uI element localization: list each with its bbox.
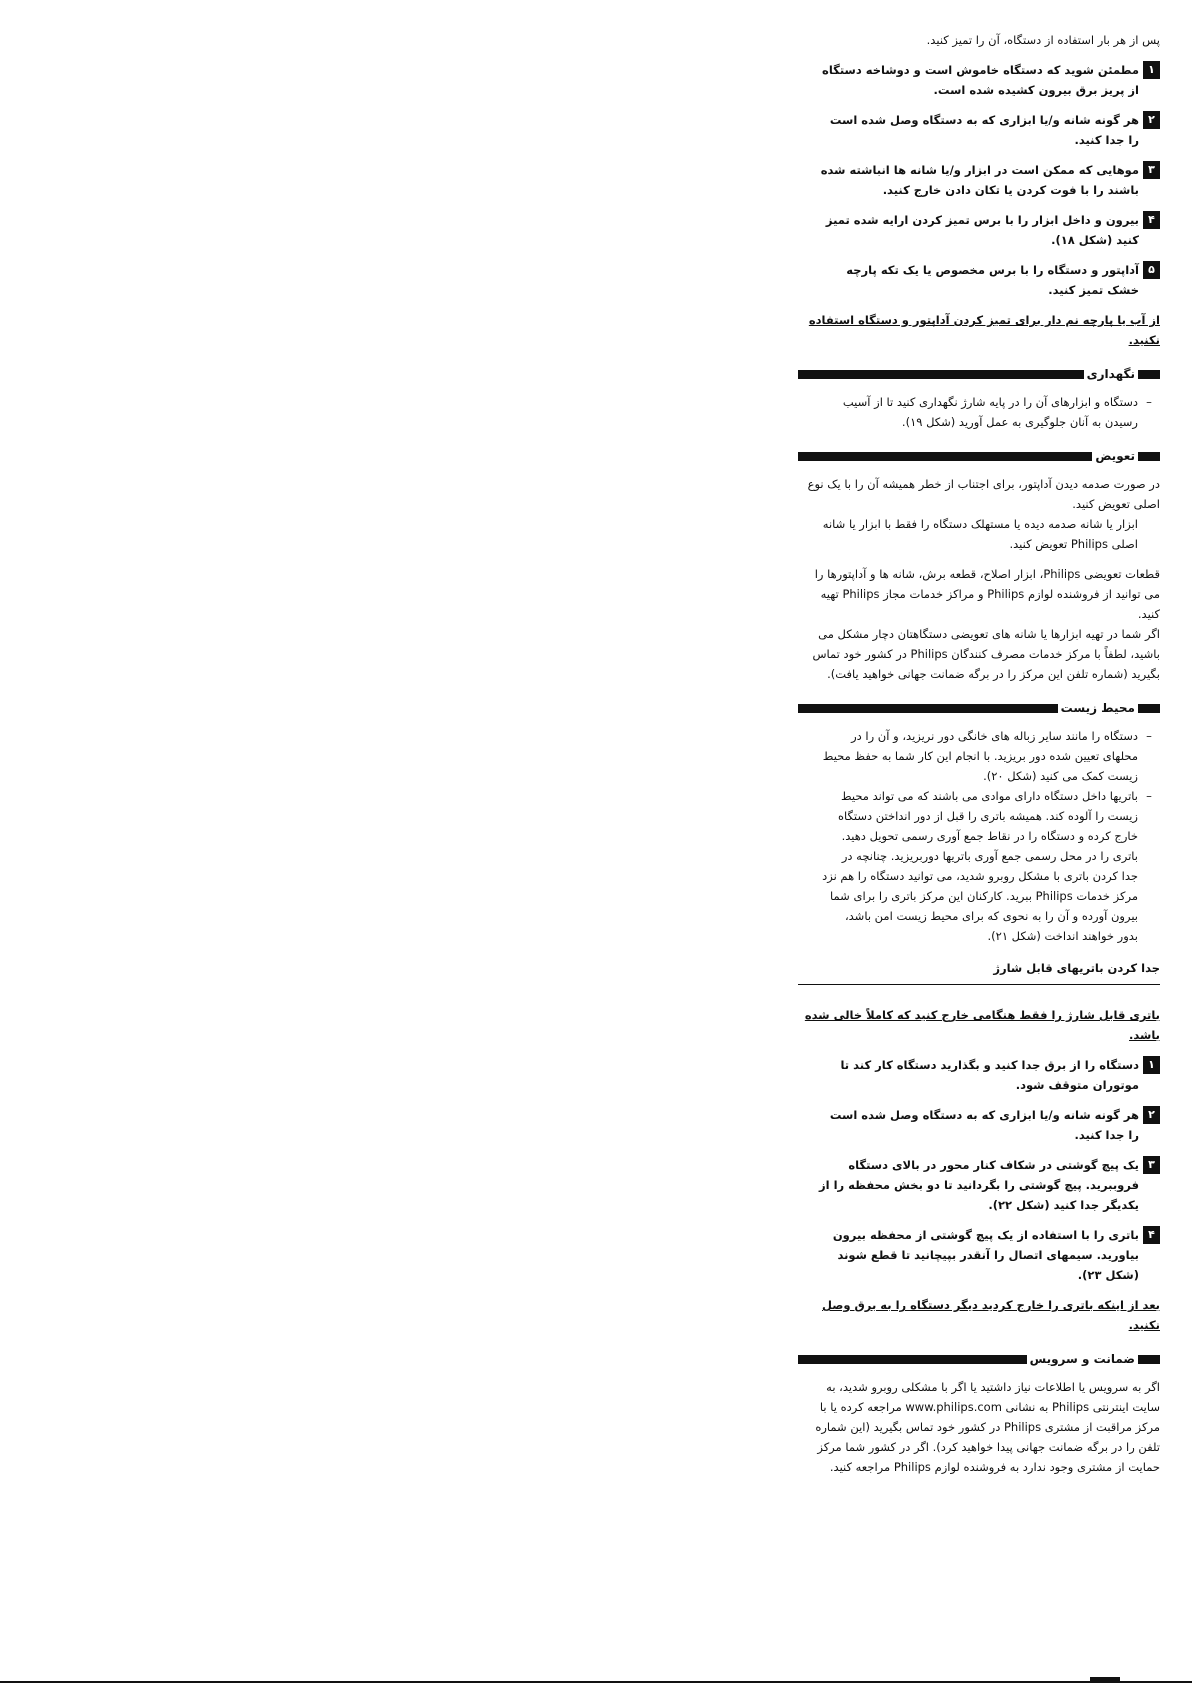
page-bottom-rule [0, 1681, 1192, 1683]
section-title: ضمانت و سرویس [1029, 1352, 1135, 1366]
dash-bullet: – [1146, 789, 1152, 803]
section-marker [1138, 370, 1160, 379]
cleaning-step [798, 260, 1160, 300]
section-title: محیط زیست [1060, 701, 1135, 715]
step-text: هر گونه شانه و/یا ابزاری که به دستگاه وصل شده است را جدا کنید. [829, 113, 1139, 147]
step-text: بیرون و داخل ابزار را با برس تمیز کردن ارایه شده تمیز کنید (شکل ۱۸). [825, 213, 1139, 247]
intro-text: پس از هر بار استفاده از دستگاه، آن را تمیز کنید. [926, 33, 1160, 47]
dash-bullet: – [1146, 395, 1152, 409]
cleaning-step [798, 210, 1160, 250]
step-number-badge: ۱ [1143, 61, 1160, 79]
battery-step [798, 1105, 1160, 1145]
bullet-text: باتریها داخل دستگاه دارای موادی می باشند که می تواند محیط زیست را آلوده کند. همیشه باتری را قبل از دور انداختن دستگاه خارج کرده و دستگاه را در نقاط جمع آوری رسمی تحویل دهید. باتری را در محل رسمی جمع آوری باتریها دوربریزید. چنانچه در جدا کردن باتری با مشکل روبرو شدید، می توانید دستگاه را هم نزد مرکز خدمات Philips ببرید. کارکنان این مرکز باتری را برای شما بیرون آورده و آن را به نحوی که برای محیط زیست امن باشد، بدور خواهند انداخت (شکل ۲۱). [822, 789, 1138, 943]
replacement-paragraph: در صورت صدمه دیدن آداپتور، برای اجتناب از خطر همیشه آن را با یک نوع اصلی تعویض کنید. [807, 477, 1160, 511]
section-header-guarantee [798, 1349, 1160, 1369]
step-text: هر گونه شانه و/یا ابزاری که به دستگاه وصل شده است را جدا کنید. [829, 1108, 1139, 1142]
step-text: مطمئن شوید که دستگاه خاموش است و دوشاخه دستگاه از پریز برق بیرون کشیده شده است. [822, 63, 1139, 97]
cleaning-steps [798, 60, 1160, 300]
step-number-badge: ۳ [1143, 161, 1160, 179]
battery-step [798, 1225, 1160, 1285]
list-item [798, 726, 1160, 786]
section-marker [1138, 704, 1160, 713]
step-text: دستگاه را از برق جدا کنید و بگذارید دستگاه کار کند تا موتوران متوقف شود. [840, 1058, 1139, 1092]
step-number-badge: ۵ [1143, 261, 1160, 279]
section-marker [1138, 1355, 1160, 1364]
section-header-replacement [798, 446, 1160, 466]
cleaning-step [798, 160, 1160, 200]
battery-warning: باتری قابل شارژ را فقط هنگامی خارج کنید که کاملاً خالی شده باشد. [804, 1008, 1160, 1042]
list-item [798, 392, 1160, 432]
cleaning-step [798, 110, 1160, 150]
dash-bullet: – [1146, 729, 1152, 743]
list-item [798, 786, 1160, 946]
battery-final-warning: بعد از اینکه باتری را خارج کردید دیگر دستگاه را به برق وصل نکنید. [822, 1298, 1160, 1332]
step-text: یک پیچ گوشتی در شکاف کنار محور در بالای دستگاه فروببرید. پیچ گوشتی را بگردانید تا دو بخش محفظه را از یکدیگر جدا کنید (شکل ۲۲). [819, 1158, 1139, 1212]
section-rule [798, 704, 1058, 713]
step-text: موهایی که ممکن است در ابزار و/یا شانه ها انباشته شده باشند را با فوت کردن یا تکان دادن خارج کنید. [820, 163, 1139, 197]
step-text: باتری را با استفاده از یک پیچ گوشتی از محفظه بیرون بیاورید. سیمهای اتصال را آنقدر بپیچانید تا قطع شوند (شکل ۲۳). [832, 1228, 1139, 1282]
step-number-badge: ۳ [1143, 1156, 1160, 1174]
page-edge-mark [1090, 1677, 1120, 1683]
section-title: تعویض [1095, 449, 1135, 463]
step-number-badge: ۱ [1143, 1056, 1160, 1074]
text-column [798, 30, 1160, 1487]
step-text: آداپتور و دستگاه را با برس مخصوص یا یک تکه پارچه خشک تمیز کنید. [846, 263, 1139, 297]
section-header-environment [798, 698, 1160, 718]
section-rule [798, 1355, 1027, 1364]
cleaning-warning: از آب یا پارچه نم دار برای تمیز کردن آداپتور و دستگاه استفاده نکنید. [808, 313, 1160, 347]
battery-step [798, 1155, 1160, 1215]
section-rule [798, 370, 1084, 379]
replacement-paragraph: ابزار یا شانه صدمه دیده یا مستهلک دستگاه را فقط با ابزار یا شانه اصلی Philips تعویض کنید. [822, 517, 1138, 551]
section-rule [798, 452, 1092, 461]
step-number-badge: ۴ [1143, 1226, 1160, 1244]
subsection-title: جدا کردن باتریهای قابل شارژ [798, 958, 1160, 985]
replacement-paragraph: قطعات تعویضی Philips، ابزار اصلاح، قطعه برش، شانه ها و آداپتورها را می توانید از فروشنده لوازم Philips و مراکز خدمات مجاز Philips تهیه کنید. [814, 567, 1160, 621]
cleaning-step [798, 60, 1160, 100]
replacement-paragraph: اگر شما در تهیه ابزارها یا شانه های تعویضی دستگاهتان دچار مشکل می باشید، لطفاً با مرکز خدمات مصرف کنندگان Philips در کشور خود تماس بگیرید (شماره تلفن این مرکز را در برگه ضمانت جهانی خواهید یافت). [812, 627, 1160, 681]
battery-steps [798, 1055, 1160, 1285]
step-number-badge: ۲ [1143, 111, 1160, 129]
bullet-text: دستگاه و ابزارهای آن را در پایه شارژ نگهداری کنید تا از آسیب رسیدن به آنان جلوگیری به عمل آورید (شکل ۱۹). [842, 395, 1138, 429]
battery-step [798, 1055, 1160, 1095]
bullet-text: دستگاه را مانند سایر زباله های خانگی دور نریزید، و آن را در محلهای تعیین شده دور بریزید. با انجام این کار شما به حفظ محیط زیست کمک می کنید (شکل ۲۰). [822, 729, 1138, 783]
section-title: نگهداری [1086, 367, 1135, 381]
step-number-badge: ۲ [1143, 1106, 1160, 1124]
guarantee-text: اگر به سرویس یا اطلاعات نیاز داشتید یا اگر با مشکلی روبرو شدید، به سایت اینترنتی Philips به نشانی www.philips.com مراجعه کرده یا با مرکز مراقبت از مشتری Philips در کشور خود تماس بگیرید (این شماره تلفن را در برگه ضمانت جهانی پیدا خواهید کرد). اگر در کشور شما مرکز حمایت از مشتری وجود ندارد به فروشنده لوازم Philips مراجعه کنید. [815, 1380, 1160, 1474]
section-header-storage [798, 364, 1160, 384]
section-marker [1138, 452, 1160, 461]
step-number-badge: ۴ [1143, 211, 1160, 229]
